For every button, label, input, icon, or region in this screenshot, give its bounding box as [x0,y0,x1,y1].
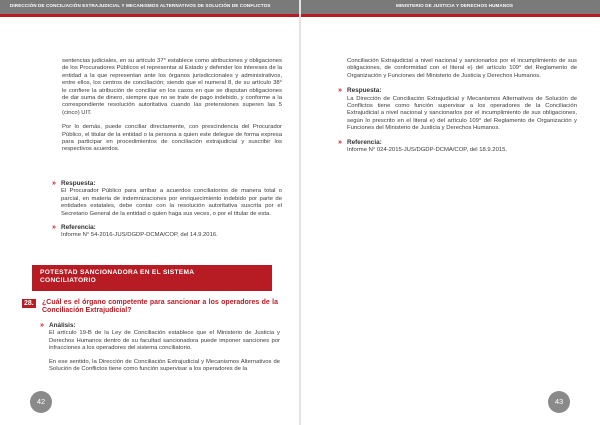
chevron-right-icon: » [52,224,56,232]
left-paragraph-2: Por lo demás, puede conciliar directamente, con prescindencia del Procurador Público, el titular de la entidad o la persona a quien este delegue de forma expresa para participar en procedimientos de conciliación extrajudicial y suscribir los respectivos acuerdos. [62,124,282,153]
right-content [338,58,577,160]
left-page [0,0,299,425]
analisis-title: Análisis: [49,322,76,329]
question-text: ¿Cuál es el órgano competente para sancionar a los operadores de la Conciliación Extrajudicial? [42,299,278,315]
respuesta-title: Respuesta: [61,180,96,187]
referencia-text: Informe N° 54-2016-JUS/DGDP-DCMA/COP, del 14.9.2016. [61,232,218,239]
left-content-top [62,58,282,161]
referencia-section [52,224,282,240]
section-banner [32,265,272,291]
right-referencia-title: Referencia: [347,138,382,146]
page-number-right: 43 [548,391,570,413]
section-banner-title: POTESTAD SANCIONADORA EN EL SISTEMA CONCILIATORIO [40,269,195,284]
left-sections [52,180,282,246]
left-header-title: DIRECCIÓN DE CONCILIACIÓN EXTRAJUDICIAL Y MECANISMOS ALTERNATIVOS DE SOLUCIÓN DE CONFLICTOS [10,3,271,8]
question-number: 28. [24,300,34,307]
right-page-header [301,0,600,17]
respuesta-section [52,180,282,218]
chevron-right-icon: » [338,138,342,146]
chevron-right-icon: » [338,87,342,95]
left-paragraph-1: sentencias judiciales, en su artículo 37° establece como atribuciones y obligaciones de los Procuradores Públicos el representar al Estado y defender los intereses de la entidad a la que representan ante los órganos jurisdiccionales y administrativos, entre ellos, los centros de conciliación; siendo que el numeral 8, de su artículo 38° le confiere la atribución de conciliar en los casos en que se disputan obligaciones de dar suma de dinero, siempre que no se trate de pago indebido, y conforme a la correspondiente resolución autoritativa cuando las pretensiones superen las 5 (cinco) UIT. [62,58,282,116]
right-respuesta-text: La Dirección de Conciliación Extrajudicial y Mecanismos Alternativos de Solución de Conflictos tiene como función supervisar a los operadores de la Conciliación Extrajudicial a nivel nacional y sancionarlos por el incumplimiento de sus obligaciones, según lo prescrito en el literal e) del artículo 109° del Reglamento de Organización y Funciones del Ministerio de Justicia y Derechos Humanos. [347,95,577,132]
chevron-right-icon: » [40,322,44,329]
right-referencia-text: Informe N° 024-2015-JUS/DGDP-DCMA/COP, del 18.9.2015. [347,147,508,154]
left-paragraph-3: En ese sentido, la Dirección de Conciliación Extrajudicial y Mecanismos Alternativos de Solución de Conflictos tiene como función supervisar a los operadores de la [49,358,280,373]
right-respuesta-title: Respuesta: [347,87,382,95]
left-content-bottom [40,322,280,380]
right-paragraph-1: Conciliación Extrajudicial a nivel nacional y sancionarlos por el incumplimiento de sus obligaciones, de conformidad con el literal e) del artículo 109° del Reglamento de Organización y Funciones del Ministerio de Justicia y Derechos Humanos. [347,58,577,79]
right-page [301,0,600,425]
right-header-title: MINISTERIO DE JUSTICIA Y DERECHOS HUMANOS [396,3,514,8]
right-referencia-section [338,139,577,155]
page-number-left: 42 [30,391,52,413]
analisis-section [40,322,280,353]
right-respuesta-section [338,87,577,132]
respuesta-text: El Procurador Público para arribar a acuerdos conciliatorios de manera total o parcial, en materia de indemnizaciones por enriquecimiento indebido por parte de entidades estatales, debe contar con la resolución autoritativa suscrita por el Secretario General de la entidad o quien haga sus veces, o por el titular de esta. [61,188,282,217]
referencia-title: Referencia: [61,224,96,232]
left-page-header [0,0,299,17]
chevron-right-icon: » [52,180,56,187]
analisis-text: El artículo 19-B de la Ley de Conciliación establece que el Ministerio de Justicia y Derechos Humanos dentro de su facultad sancionadora puede imponer sanciones por infracciones a los operadores del sistema conciliatorio. [49,330,280,352]
